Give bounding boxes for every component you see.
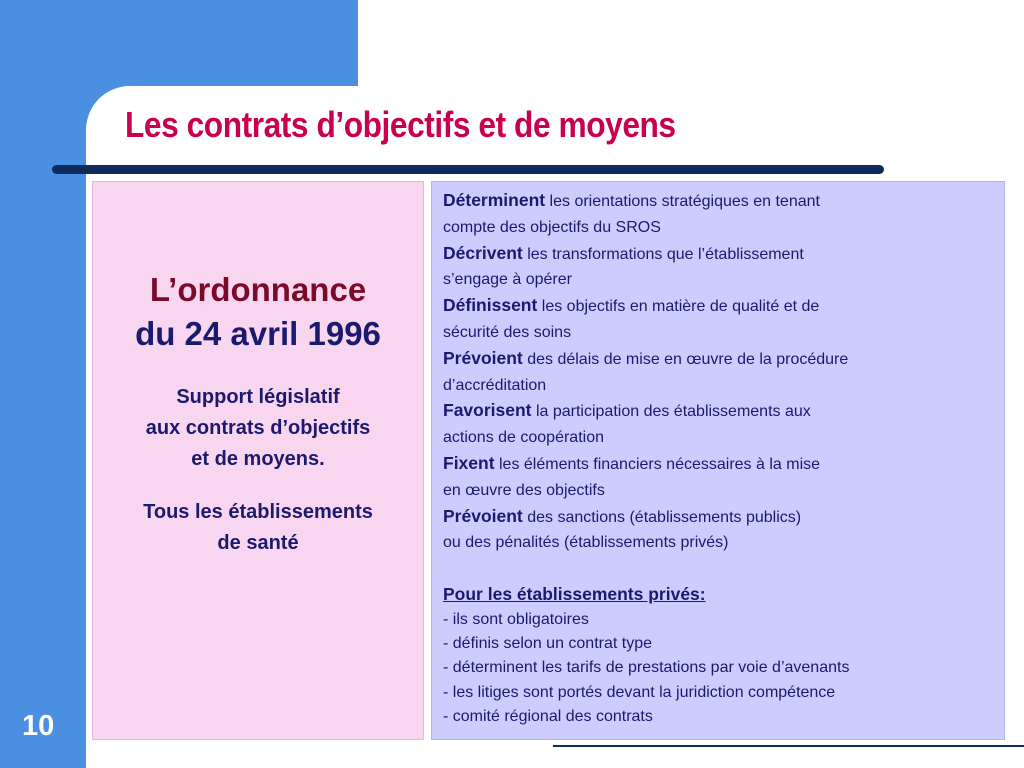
item-text: des délais de mise en œuvre de la procédure [522, 350, 849, 368]
list-item: - définis selon un contrat type [443, 635, 653, 653]
ordinance-subtitle-line3: et de moyens. [191, 448, 325, 470]
item-text-line2: compte des objectifs du SROS [443, 218, 661, 236]
item-text: les orientations stratégiques en tenant [545, 193, 820, 210]
title-underline-rule [52, 165, 884, 174]
item-verb: Définissent [443, 295, 538, 316]
list-item [443, 188, 994, 241]
item-text-line2: d’accréditation [443, 376, 547, 394]
list-item: - déterminent les tarifs de prestations par voie d’avenants [443, 659, 850, 677]
list-item: - ils sont obligatoires [443, 610, 589, 628]
ordinance-heading [93, 268, 423, 356]
item-text-line2: s’engage à opérer [443, 271, 572, 289]
item-text: les transformations que l’établissement [522, 245, 804, 263]
slide-title: Les contrats d’objectifs et de moyens [125, 104, 676, 145]
item-verb: Favorisent [443, 400, 532, 421]
list-item [443, 293, 994, 346]
list-item [443, 504, 994, 557]
ordinance-heading-line2: du 24 avril 1996 [135, 315, 381, 352]
list-item [443, 451, 994, 504]
item-verb: Fixent [443, 452, 495, 473]
private-establishments-list [443, 608, 994, 729]
item-text-line2: sécurité des soins [443, 323, 572, 341]
page-number: 10 [22, 710, 55, 742]
list-item [443, 398, 994, 451]
ordinance-box [92, 181, 424, 740]
item-verb: Déterminent [443, 190, 546, 210]
item-verb: Décrivent [443, 242, 523, 263]
ordinance-scope-line1: Tous les établissements [143, 501, 373, 523]
item-text: des sanctions (établissements publics) [522, 508, 802, 526]
list-item [443, 241, 994, 294]
ordinance-subtitle-line1: Support législatif [176, 386, 340, 408]
contract-details-content [432, 182, 1004, 729]
ordinance-scope [93, 497, 423, 559]
ordinance-heading-line1: L’ordonnance [149, 271, 367, 308]
item-text-line2: actions de coopération [443, 429, 604, 447]
ordinance-scope-line2: de santé [217, 532, 299, 554]
item-text: les éléments financiers nécessaires à la mise [494, 455, 821, 473]
item-verb: Prévoient [443, 505, 523, 526]
ordinance-subtitle-line2: aux contrats d’objectifs [145, 417, 371, 439]
ordinance-subtitle [93, 382, 423, 475]
item-text: la participation des établissements aux [531, 403, 811, 421]
section-spacer [443, 556, 994, 582]
item-text-line2: en œuvre des objectifs [443, 481, 605, 499]
list-item [443, 346, 994, 399]
private-establishments-title: Pour les établissements privés: [443, 584, 706, 605]
item-text: les objectifs en matière de qualité et de [537, 298, 820, 316]
item-text-line2: ou des pénalités (établissements privés) [443, 534, 729, 552]
list-item: - comité régional des contrats [443, 707, 653, 725]
item-verb: Prévoient [443, 347, 523, 368]
footer-rule [553, 745, 1024, 747]
contract-details-box [431, 181, 1005, 740]
list-item: - les litiges sont portés devant la juridiction compétence [443, 683, 836, 701]
